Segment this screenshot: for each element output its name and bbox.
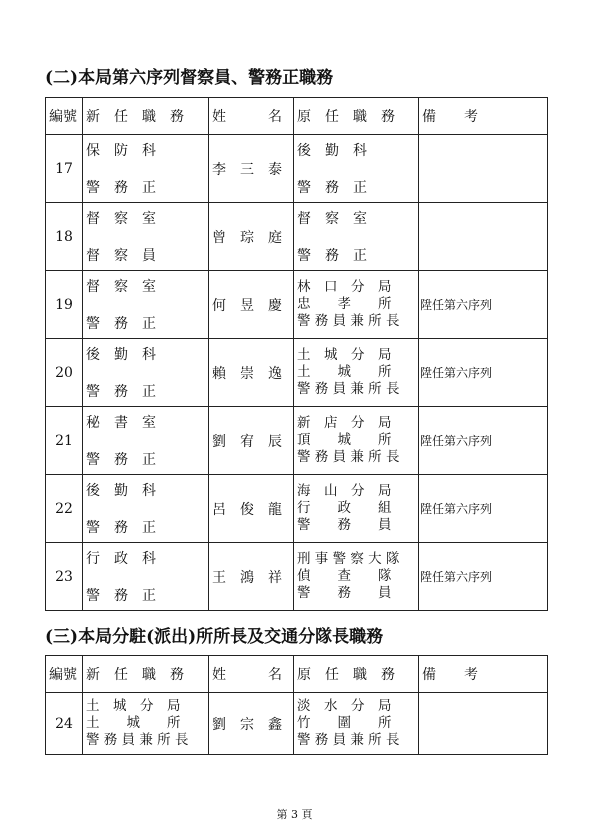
new-position-line: 警 務 員 兼 所 長 bbox=[86, 732, 189, 748]
original-position bbox=[294, 407, 419, 475]
original-position-line: 忠 孝 所 bbox=[297, 296, 392, 312]
person-name: 賴 崇 逸 bbox=[209, 339, 294, 407]
original-position bbox=[294, 271, 419, 339]
new-position-line: 秘 書 室 bbox=[86, 415, 156, 431]
table-row bbox=[46, 339, 548, 407]
header-new-position: 新 任 職 務 bbox=[83, 656, 209, 693]
new-position-line: 行 政 科 bbox=[86, 551, 156, 567]
original-position-line: 警 務 員 bbox=[297, 517, 392, 533]
remark: 陞任第六序列 bbox=[419, 339, 548, 407]
original-position-line: 行 政 組 bbox=[297, 500, 392, 516]
original-position-line: 新 店 分 局 bbox=[297, 415, 392, 431]
person-name: 王 鴻 祥 bbox=[209, 543, 294, 611]
new-position-line: 警 務 正 bbox=[86, 452, 156, 468]
header-original-position: 原 任 職 務 bbox=[294, 656, 419, 693]
section3-table bbox=[45, 655, 548, 755]
header-num: 編號 bbox=[46, 98, 83, 135]
new-position-line: 後 勤 科 bbox=[86, 347, 156, 363]
row-number: 18 bbox=[46, 203, 83, 271]
header-num: 編號 bbox=[46, 656, 83, 693]
original-position bbox=[294, 135, 419, 203]
row-number: 19 bbox=[46, 271, 83, 339]
remark: 陞任第六序列 bbox=[419, 407, 548, 475]
person-name: 劉 宗 鑫 bbox=[209, 693, 294, 755]
header-original-position: 原 任 職 務 bbox=[294, 98, 419, 135]
original-position-line: 淡 水 分 局 bbox=[297, 698, 392, 714]
original-position bbox=[294, 475, 419, 543]
table-row bbox=[46, 271, 548, 339]
table-row bbox=[46, 135, 548, 203]
header-name: 姓 名 bbox=[209, 656, 294, 693]
new-position-line: 督 察 室 bbox=[86, 211, 156, 227]
person-name: 呂 俊 龍 bbox=[209, 475, 294, 543]
original-position-line: 林 口 分 局 bbox=[297, 279, 392, 295]
person-name: 劉 宥 辰 bbox=[209, 407, 294, 475]
remark bbox=[419, 693, 548, 755]
original-position-line: 海 山 分 局 bbox=[297, 483, 392, 499]
new-position-line: 警 務 正 bbox=[86, 520, 156, 536]
new-position bbox=[83, 339, 209, 407]
new-position bbox=[83, 693, 209, 755]
original-position bbox=[294, 203, 419, 271]
original-position-line: 刑 事 警 察 大 隊 bbox=[297, 551, 400, 567]
original-position-line: 土 城 所 bbox=[297, 364, 392, 380]
original-position-line: 警 務 員 兼 所 長 bbox=[297, 449, 400, 465]
row-number: 21 bbox=[46, 407, 83, 475]
row-number: 23 bbox=[46, 543, 83, 611]
new-position-line: 保 防 科 bbox=[86, 143, 156, 159]
new-position bbox=[83, 271, 209, 339]
table-row bbox=[46, 693, 548, 755]
new-position-line: 後 勤 科 bbox=[86, 483, 156, 499]
remark: 陞任第六序列 bbox=[419, 271, 548, 339]
original-position bbox=[294, 543, 419, 611]
remark: 陞任第六序列 bbox=[419, 475, 548, 543]
new-position bbox=[83, 475, 209, 543]
row-number: 20 bbox=[46, 339, 83, 407]
section2-heading: (二)本局第六序列督察員、警務正職務 bbox=[45, 68, 334, 88]
header-name: 姓 名 bbox=[209, 98, 294, 135]
original-position bbox=[294, 339, 419, 407]
header-remark: 備 考 bbox=[419, 98, 548, 135]
original-position-line: 竹 圍 所 bbox=[297, 715, 392, 731]
table-row bbox=[46, 475, 548, 543]
new-position-line: 督 察 室 bbox=[86, 279, 156, 295]
original-position-line: 後 勤 科 bbox=[297, 143, 367, 159]
header-remark: 備 考 bbox=[419, 656, 548, 693]
person-name: 曾 琮 庭 bbox=[209, 203, 294, 271]
new-position-line: 警 務 正 bbox=[86, 384, 156, 400]
new-position bbox=[83, 407, 209, 475]
new-position bbox=[83, 203, 209, 271]
original-position-line: 警 務 員 兼 所 長 bbox=[297, 381, 400, 397]
person-name: 李 三 泰 bbox=[209, 135, 294, 203]
table-header-row bbox=[46, 98, 548, 135]
row-number: 24 bbox=[46, 693, 83, 755]
table-row bbox=[46, 543, 548, 611]
table-header-row bbox=[46, 656, 548, 693]
new-position-line: 警 務 正 bbox=[86, 316, 156, 332]
original-position-line: 偵 查 隊 bbox=[297, 568, 392, 584]
new-position-line: 土 城 分 局 bbox=[86, 698, 181, 714]
remark: 陞任第六序列 bbox=[419, 543, 548, 611]
header-new-position: 新 任 職 務 bbox=[83, 98, 209, 135]
person-name: 何 昱 慶 bbox=[209, 271, 294, 339]
new-position-line: 土 城 所 bbox=[86, 715, 181, 731]
original-position-line: 警 務 正 bbox=[297, 248, 367, 264]
table-row bbox=[46, 203, 548, 271]
original-position-line: 警 務 正 bbox=[297, 180, 367, 196]
original-position-line: 警 務 員 兼 所 長 bbox=[297, 313, 400, 329]
new-position-line: 警 務 正 bbox=[86, 180, 156, 196]
section3-heading: (三)本局分駐(派出)所所長及交通分隊長職務 bbox=[45, 627, 384, 647]
new-position-line: 督 察 員 bbox=[86, 248, 156, 264]
row-number: 22 bbox=[46, 475, 83, 543]
original-position-line: 警 務 員 兼 所 長 bbox=[297, 732, 400, 748]
new-position bbox=[83, 135, 209, 203]
new-position-line: 警 務 正 bbox=[86, 588, 156, 604]
section2-table bbox=[45, 97, 548, 611]
remark bbox=[419, 203, 548, 271]
row-number: 17 bbox=[46, 135, 83, 203]
table-row bbox=[46, 407, 548, 475]
original-position-line: 頂 城 所 bbox=[297, 432, 392, 448]
new-position bbox=[83, 543, 209, 611]
page-number: 第 3 頁 bbox=[276, 808, 313, 821]
original-position bbox=[294, 693, 419, 755]
original-position-line: 土 城 分 局 bbox=[297, 347, 392, 363]
original-position-line: 警 務 員 bbox=[297, 585, 392, 601]
remark bbox=[419, 135, 548, 203]
original-position-line: 督 察 室 bbox=[297, 211, 367, 227]
